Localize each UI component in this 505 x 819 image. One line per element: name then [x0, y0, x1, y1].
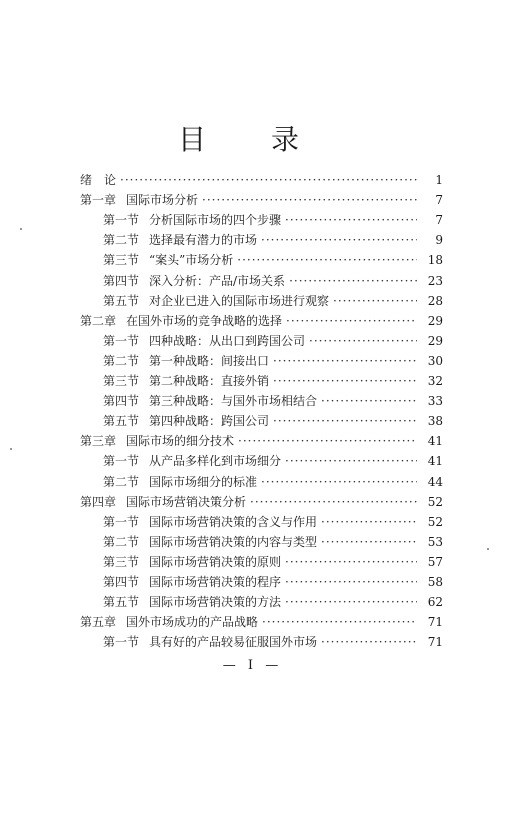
- toc-section-row: [0, 331, 443, 351]
- toc-entry-title: 深入分析：产品/市场关系: [149, 273, 286, 288]
- toc-chapter-row: [0, 311, 443, 331]
- toc-entry-number: 第三章: [80, 434, 117, 449]
- toc-page-number: 28: [427, 293, 443, 308]
- toc-section-row: [0, 512, 443, 532]
- toc-entry-title: 国际市场营销决策的原则: [149, 554, 282, 569]
- toc-leader-dots: [273, 371, 417, 391]
- toc-section-row: [0, 371, 443, 391]
- toc-page-number: 33: [427, 394, 443, 409]
- toc-section-row: [0, 250, 443, 270]
- toc-leader-dots: [285, 210, 417, 230]
- toc-leader-dots: [289, 271, 417, 291]
- toc-page-number: 1: [435, 173, 443, 187]
- toc-entry-title: 选择最有潜力的市场: [149, 233, 258, 248]
- toc-leader-dots: [321, 532, 417, 552]
- scan-speck: [10, 448, 12, 450]
- toc-leader-dots: [262, 612, 417, 632]
- toc-entry-number: 绪 论: [80, 173, 117, 187]
- toc-page-number: 7: [435, 213, 443, 228]
- toc-entry-number: 第二章: [80, 313, 117, 328]
- toc-entry-number: 第二节: [103, 353, 140, 368]
- toc-entry-title: 分析国际市场的四个步骤: [149, 213, 282, 228]
- toc-entry-title: 国际市场营销决策分析: [126, 494, 247, 509]
- toc-section-row: [0, 271, 443, 291]
- toc-page-number: 7: [435, 193, 443, 208]
- toc-section-row: [0, 351, 443, 371]
- toc-entry-title: 国际市场的细分技术: [126, 434, 235, 449]
- toc-entry-number: 第一节: [103, 213, 140, 228]
- toc-page-number: 29: [427, 313, 443, 328]
- toc-leader-dots: [321, 632, 417, 652]
- toc-entry-number: 第五章: [80, 615, 117, 630]
- toc-page-number: 23: [427, 273, 443, 288]
- toc-entry-number: 第一节: [103, 514, 140, 529]
- toc-page-number: 18: [427, 253, 443, 268]
- toc-page-number: 52: [427, 514, 443, 529]
- toc-leader-dots: [250, 492, 417, 512]
- toc-entry-number: 第二节: [103, 474, 140, 489]
- scan-speck: [20, 228, 22, 230]
- toc-entry-number: 第一节: [103, 454, 140, 469]
- toc-entry-title: 第一种战略：间接出口: [149, 353, 270, 368]
- toc-entry-number: 第三节: [103, 253, 140, 268]
- toc-section-row: [0, 632, 443, 652]
- toc-leader-dots: [285, 451, 417, 471]
- toc-page-number: 32: [427, 374, 443, 388]
- toc-leader-dots: [309, 331, 417, 351]
- toc-page-number: 9: [435, 233, 443, 248]
- toc-entry-title: 国际市场营销决策的含义与作用: [149, 514, 318, 529]
- toc-leader-dots: [285, 592, 417, 612]
- toc-entry-title: 国际市场营销决策的程序: [149, 575, 282, 589]
- toc-entry-title: 在国外市场的竞争战略的选择: [126, 313, 283, 328]
- toc-entry-title: 具有好的产品较易征服国外市场: [149, 635, 318, 650]
- toc-page-number: 71: [427, 615, 443, 630]
- toc-section-row: [0, 291, 443, 311]
- toc-entry-number: 第四节: [103, 575, 140, 589]
- toc-leader-dots: [285, 572, 417, 592]
- toc-entry-number: 第一章: [80, 193, 117, 208]
- toc-page-number: 71: [427, 635, 443, 650]
- toc-entry-number: 第四章: [80, 494, 117, 509]
- toc-leader-dots: [273, 351, 417, 371]
- toc-entry-number: 第四节: [103, 394, 140, 409]
- toc-leader-dots: [261, 472, 417, 492]
- toc-entry-number: 第一节: [103, 635, 140, 650]
- toc-section-row: [0, 411, 443, 431]
- toc-page-number: 41: [427, 434, 443, 449]
- toc-page-number: 30: [427, 353, 443, 368]
- toc-leader-dots: [120, 170, 417, 190]
- toc-entry-title: 从产品多样化到市场细分: [149, 454, 282, 469]
- toc-section-row: [0, 391, 443, 411]
- toc-entry-title: 国际市场细分的标准: [149, 474, 258, 489]
- toc-section-row: [0, 451, 443, 471]
- toc-entry-number: 第五节: [103, 414, 140, 429]
- page-title: 目 录: [178, 123, 327, 156]
- toc-chapter-row: [0, 431, 443, 451]
- toc-section-row: [0, 552, 443, 572]
- toc-page-number: 41: [427, 454, 443, 469]
- toc-entry-number: 第二节: [103, 534, 140, 549]
- toc-section-row: [0, 472, 443, 492]
- toc-leader-dots: [285, 552, 417, 572]
- toc-chapter-row: [0, 190, 443, 210]
- page-number-footer: — I —: [222, 658, 283, 673]
- toc-entry-title: 国际市场营销决策的方法: [149, 595, 282, 610]
- toc-leader-dots: [321, 512, 417, 532]
- toc-entry-number: 第一节: [103, 333, 140, 348]
- toc-page-number: 52: [427, 494, 443, 509]
- toc-chapter-row: [0, 612, 443, 632]
- toc-page-number: 53: [427, 534, 443, 549]
- toc-entry-title: “案头”市场分析: [149, 253, 234, 268]
- toc-chapter-row: [0, 492, 443, 512]
- scan-speck: [487, 548, 489, 550]
- toc-section-row: [0, 230, 443, 250]
- toc-entry-number: 第五节: [103, 293, 140, 308]
- toc-leader-dots: [237, 250, 417, 270]
- toc-entry-number: 第五节: [103, 595, 140, 610]
- toc-section-row: [0, 210, 443, 230]
- toc-leader-dots: [261, 230, 417, 250]
- toc-entry-title: 国际市场营销决策的内容与类型: [149, 534, 318, 549]
- toc-entry-number: 第四节: [103, 273, 140, 288]
- toc-page-number: 62: [427, 595, 443, 610]
- toc-entry-number: 第三节: [103, 374, 140, 388]
- toc-leader-dots: [202, 190, 417, 210]
- toc-leader-dots: [286, 311, 417, 331]
- toc-page-number: 44: [427, 474, 443, 489]
- toc-page-number: 58: [427, 575, 443, 589]
- toc-leader-dots: [238, 431, 417, 451]
- toc-entry-title: 四种战略：从出口到跨国公司: [149, 333, 306, 348]
- toc-chapter-row: [0, 170, 443, 190]
- toc-entry-title: 第二种战略：直接外销: [149, 374, 270, 388]
- toc-entry-title: 对企业已进入的国际市场进行观察: [149, 293, 330, 308]
- toc-page-number: 29: [427, 333, 443, 348]
- toc-section-row: [0, 572, 443, 592]
- toc-section-row: [0, 532, 443, 552]
- toc-section-row: [0, 592, 443, 612]
- toc-leader-dots: [333, 291, 417, 311]
- toc-leader-dots: [321, 391, 417, 411]
- toc-entry-title: 第三种战略：与国外市场相结合: [149, 394, 318, 409]
- toc-page-number: 57: [427, 554, 443, 569]
- toc-entry-title: 国际市场分析: [126, 193, 199, 208]
- toc-entry-number: 第二节: [103, 233, 140, 248]
- toc-leader-dots: [273, 411, 417, 431]
- toc-entry-title: 第四种战略：跨国公司: [149, 414, 270, 429]
- toc-page-number: 38: [427, 414, 443, 429]
- toc-entry-number: 第三节: [103, 554, 140, 569]
- toc-entry-title: 国外市场成功的产品战略: [126, 615, 259, 630]
